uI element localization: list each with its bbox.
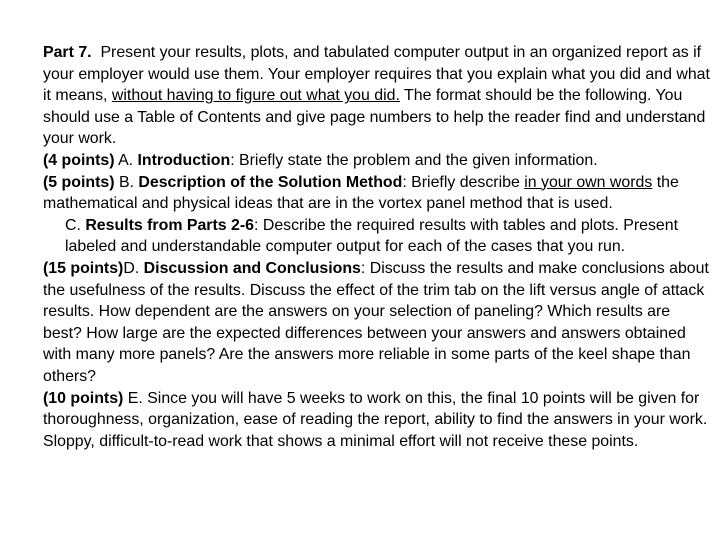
section-c-letter: C. (65, 216, 81, 234)
section-c-title: Results from Parts 2-6 (85, 216, 255, 234)
section-a-title: Introduction (137, 151, 231, 169)
part7-paragraph (7, 42, 712, 150)
section-b-points: (5 points) (43, 173, 115, 191)
section-e-paragraph (7, 388, 712, 453)
section-a-paragraph (7, 150, 712, 172)
section-d-paragraph (7, 258, 712, 388)
section-d-letter: D. (123, 259, 140, 277)
section-b-underlined-text: in your own words (524, 173, 653, 191)
section-b-letter: B. (118, 173, 134, 191)
section-a-text: : Briefly state the problem and the given information. (230, 151, 598, 169)
part7-underlined-text: without having to figure out what you did. (111, 87, 400, 105)
section-c-paragraph (7, 215, 712, 258)
section-b-text-2: the mathematical and physical ideas that are in the vortex panel method that is used. (43, 173, 679, 213)
section-b-text: : Briefly describe (402, 173, 520, 191)
section-a-letter: A. (118, 151, 134, 169)
section-d-title: Discussion and Conclusions (143, 259, 361, 277)
part7-heading: Part 7. (43, 44, 92, 61)
section-e-text: Since you will have 5 weeks to work on this, the final 10 points will be given for thoroughness, organization, ease of reading the report, ability to find the answers in your work. Sloppy, difficult-to-read work that shows a minimal effort will not receive these points. (43, 389, 708, 450)
section-d-text: : Discuss the results and make conclusions about the usefulness of the results. Discuss the effect of the trim tab on the lift versus angle of attack results. How dependent are the answers on your selection of paneling? Which results are best? How large are the expected differences between your answers and answers obtained with many more panels? Are the answers more reliable in some parts of the keel shape than others? (43, 259, 709, 385)
part7-text: Present your results, plots, and tabulated computer output in an organized report as if your employer would use them. Your employer requires that you explain what you did and what it means, (43, 44, 710, 105)
section-e-letter: E. (127, 389, 143, 407)
section-d-points: (15 points) (43, 259, 124, 277)
section-b-title: Description of the Solution Method (138, 173, 403, 191)
section-b-paragraph (7, 172, 712, 215)
part7-text-2: The format should be the following. You should use a Table of Contents and give page numbers to help the reader find and understand your work. (43, 87, 706, 148)
section-c-text: : Describe the required results with tables and plots. Present labeled and understandable computer output for each of the cases that you run. (65, 216, 678, 256)
section-a-points: (4 points) (43, 151, 115, 169)
section-e-points: (10 points) (43, 389, 124, 407)
